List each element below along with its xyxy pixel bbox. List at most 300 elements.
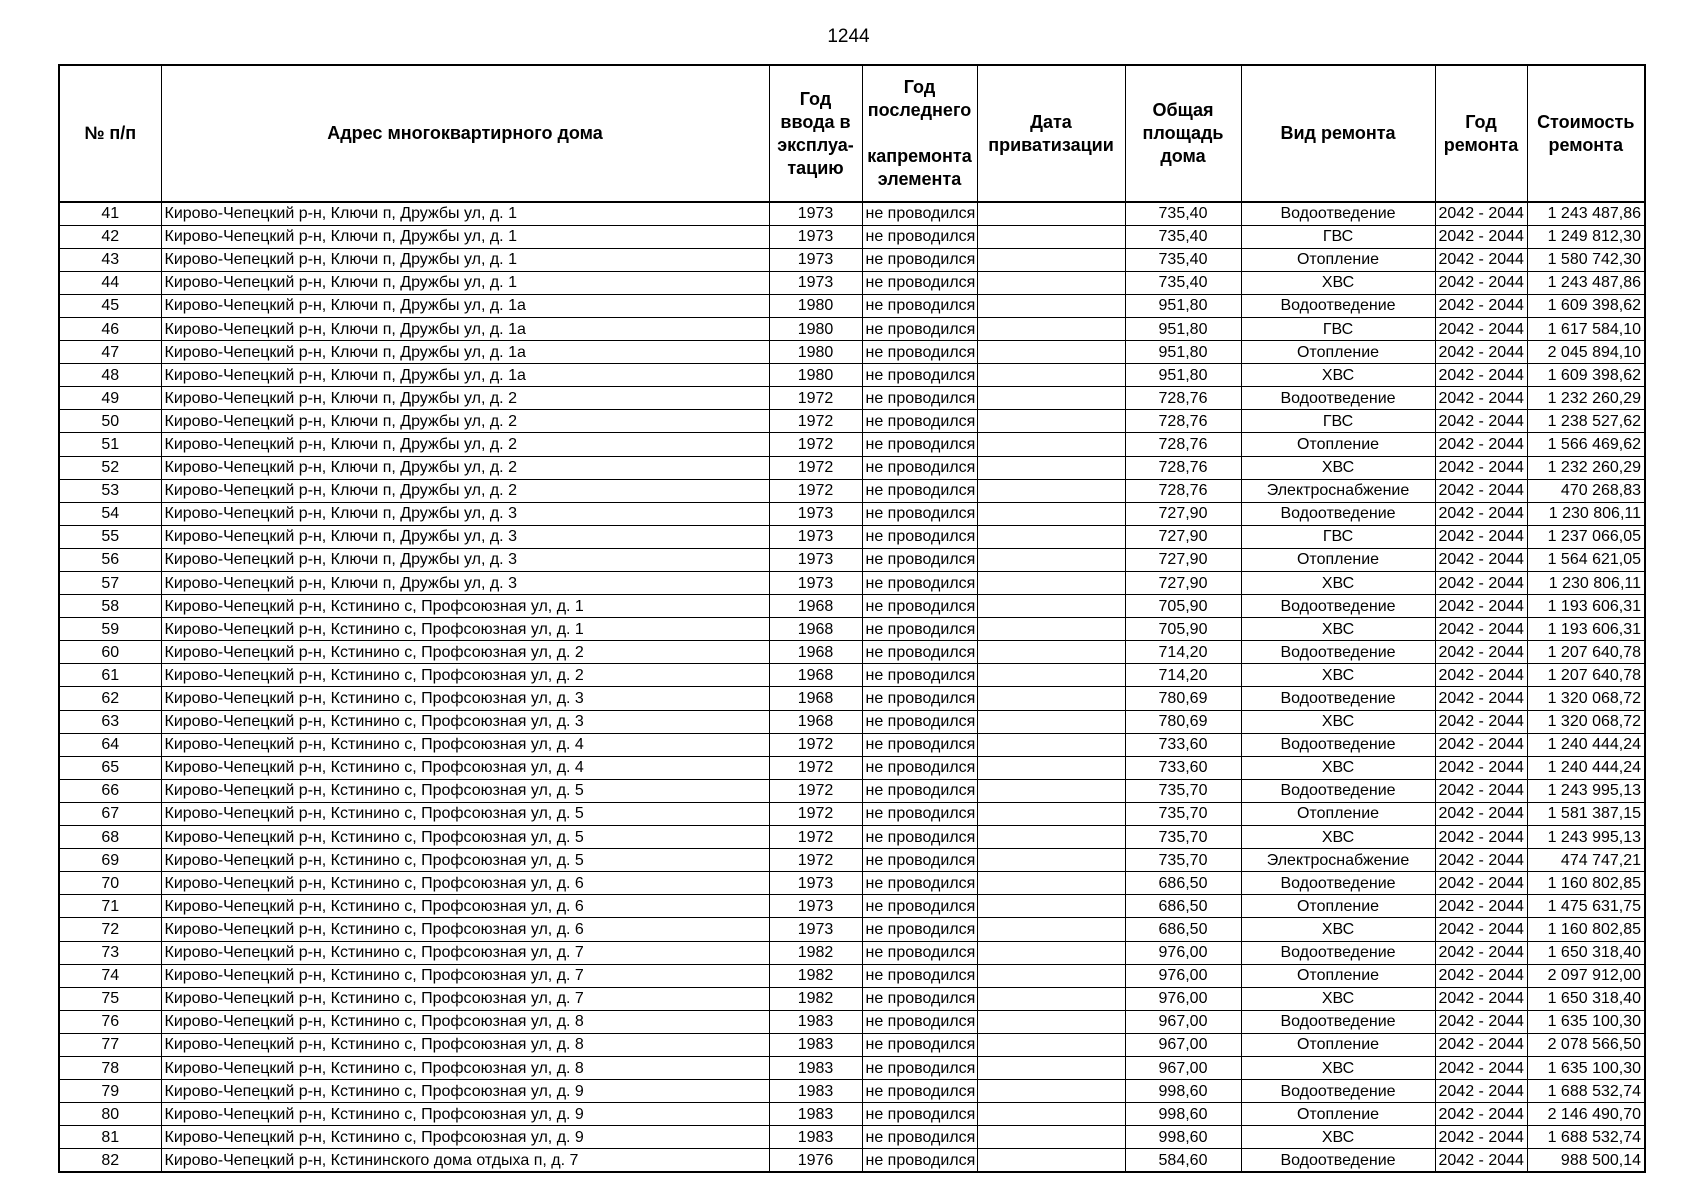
- row-privatization: [977, 433, 1125, 456]
- row-address: Кирово-Чепецкий р-н, Ключи п, Дружбы ул, д. 3: [161, 525, 769, 548]
- row-address: Кирово-Чепецкий р-н, Кстинино с, Профсоюзная ул, д. 5: [161, 779, 769, 802]
- row-number: 49: [59, 387, 161, 410]
- row-cost: 474 747,21: [1527, 849, 1645, 872]
- row-privatization: [977, 456, 1125, 479]
- row-number: 69: [59, 849, 161, 872]
- row-area: 727,90: [1125, 525, 1241, 548]
- row-year-built: 1980: [769, 364, 862, 387]
- row-cost: 1 240 444,24: [1527, 756, 1645, 779]
- row-year-built: 1983: [769, 1103, 862, 1126]
- row-cost: 1 650 318,40: [1527, 941, 1645, 964]
- row-repair-period: 2042 - 2044: [1435, 872, 1527, 895]
- row-cost: 1 243 487,86: [1527, 271, 1645, 294]
- row-repair-period: 2042 - 2044: [1435, 294, 1527, 317]
- row-address: Кирово-Чепецкий р-н, Кстинино с, Профсоюзная ул, д. 4: [161, 756, 769, 779]
- header-address: Адрес многоквартирного дома: [161, 65, 769, 202]
- row-area: 728,76: [1125, 433, 1241, 456]
- table-row: [59, 756, 1645, 779]
- row-address: Кирово-Чепецкий р-н, Ключи п, Дружбы ул, д. 1а: [161, 317, 769, 340]
- row-area: 735,40: [1125, 271, 1241, 294]
- row-last-repair: не проводился: [862, 710, 977, 733]
- table-row: [59, 918, 1645, 941]
- row-address: Кирово-Чепецкий р-н, Кстининского дома отдыха п, д. 7: [161, 1149, 769, 1172]
- row-cost: 988 500,14: [1527, 1149, 1645, 1172]
- repair-schedule-table: [58, 64, 1646, 1173]
- row-area: 584,60: [1125, 1149, 1241, 1172]
- row-year-built: 1968: [769, 618, 862, 641]
- row-address: Кирово-Чепецкий р-н, Кстинино с, Профсоюзная ул, д. 2: [161, 641, 769, 664]
- row-address: Кирово-Чепецкий р-н, Ключи п, Дружбы ул, д. 1: [161, 271, 769, 294]
- row-number: 77: [59, 1033, 161, 1056]
- row-address: Кирово-Чепецкий р-н, Ключи п, Дружбы ул, д. 2: [161, 479, 769, 502]
- row-privatization: [977, 572, 1125, 595]
- table-row: [59, 964, 1645, 987]
- row-cost: 2 078 566,50: [1527, 1033, 1645, 1056]
- row-privatization: [977, 779, 1125, 802]
- row-cost: 2 045 894,10: [1527, 341, 1645, 364]
- row-last-repair: не проводился: [862, 294, 977, 317]
- row-year-built: 1980: [769, 317, 862, 340]
- row-address: Кирово-Чепецкий р-н, Ключи п, Дружбы ул, д. 1: [161, 202, 769, 225]
- row-privatization: [977, 641, 1125, 664]
- row-number: 55: [59, 525, 161, 548]
- row-repair-type: ХВС: [1241, 918, 1435, 941]
- row-repair-period: 2042 - 2044: [1435, 364, 1527, 387]
- row-last-repair: не проводился: [862, 687, 977, 710]
- row-number: 81: [59, 1126, 161, 1149]
- row-privatization: [977, 918, 1125, 941]
- row-repair-type: ХВС: [1241, 271, 1435, 294]
- header-last-repair-bottom: капремонта элемента: [867, 146, 972, 189]
- table-row: [59, 341, 1645, 364]
- row-last-repair: не проводился: [862, 410, 977, 433]
- row-area: 976,00: [1125, 941, 1241, 964]
- table-header-row: [59, 65, 1645, 202]
- table-row: [59, 1010, 1645, 1033]
- row-year-built: 1972: [769, 479, 862, 502]
- row-address: Кирово-Чепецкий р-н, Кстинино с, Профсоюзная ул, д. 6: [161, 872, 769, 895]
- row-privatization: [977, 525, 1125, 548]
- row-number: 66: [59, 779, 161, 802]
- row-number: 76: [59, 1010, 161, 1033]
- row-privatization: [977, 479, 1125, 502]
- row-cost: 1 688 532,74: [1527, 1080, 1645, 1103]
- row-number: 78: [59, 1056, 161, 1079]
- row-address: Кирово-Чепецкий р-н, Кстинино с, Профсоюзная ул, д. 6: [161, 895, 769, 918]
- row-year-built: 1972: [769, 756, 862, 779]
- row-repair-type: Водоотведение: [1241, 387, 1435, 410]
- row-repair-period: 2042 - 2044: [1435, 710, 1527, 733]
- row-repair-type: Отопление: [1241, 895, 1435, 918]
- row-number: 67: [59, 802, 161, 825]
- row-repair-type: Водоотведение: [1241, 1010, 1435, 1033]
- row-address: Кирово-Чепецкий р-н, Ключи п, Дружбы ул, д. 1а: [161, 341, 769, 364]
- row-year-built: 1973: [769, 225, 862, 248]
- row-cost: 1 237 066,05: [1527, 525, 1645, 548]
- row-area: 951,80: [1125, 364, 1241, 387]
- row-cost: 2 146 490,70: [1527, 1103, 1645, 1126]
- row-address: Кирово-Чепецкий р-н, Кстинино с, Профсоюзная ул, д. 5: [161, 802, 769, 825]
- row-area: 735,70: [1125, 779, 1241, 802]
- row-repair-type: Отопление: [1241, 1033, 1435, 1056]
- row-last-repair: не проводился: [862, 1033, 977, 1056]
- row-last-repair: не проводился: [862, 1010, 977, 1033]
- page-number: 1244: [827, 26, 870, 47]
- row-number: 58: [59, 595, 161, 618]
- row-year-built: 1968: [769, 710, 862, 733]
- row-number: 44: [59, 271, 161, 294]
- row-repair-period: 2042 - 2044: [1435, 849, 1527, 872]
- table-row: [59, 641, 1645, 664]
- row-area: 727,90: [1125, 502, 1241, 525]
- row-repair-period: 2042 - 2044: [1435, 733, 1527, 756]
- table-row: [59, 1080, 1645, 1103]
- table-row: [59, 895, 1645, 918]
- row-year-built: 1980: [769, 294, 862, 317]
- row-year-built: 1982: [769, 964, 862, 987]
- row-address: Кирово-Чепецкий р-н, Кстинино с, Профсоюзная ул, д. 9: [161, 1126, 769, 1149]
- row-repair-type: Отопление: [1241, 964, 1435, 987]
- row-repair-period: 2042 - 2044: [1435, 387, 1527, 410]
- row-year-built: 1973: [769, 918, 862, 941]
- row-repair-period: 2042 - 2044: [1435, 779, 1527, 802]
- row-repair-period: 2042 - 2044: [1435, 1103, 1527, 1126]
- row-area: 686,50: [1125, 918, 1241, 941]
- row-cost: 1 160 802,85: [1527, 918, 1645, 941]
- table-row: [59, 941, 1645, 964]
- row-area: 951,80: [1125, 294, 1241, 317]
- row-repair-period: 2042 - 2044: [1435, 1010, 1527, 1033]
- row-area: 976,00: [1125, 987, 1241, 1010]
- row-repair-type: ХВС: [1241, 456, 1435, 479]
- row-repair-period: 2042 - 2044: [1435, 595, 1527, 618]
- row-cost: 1 193 606,31: [1527, 618, 1645, 641]
- row-repair-type: ГВС: [1241, 317, 1435, 340]
- row-last-repair: не проводился: [862, 271, 977, 294]
- row-cost: 1 581 387,15: [1527, 802, 1645, 825]
- table-row: [59, 710, 1645, 733]
- row-repair-type: Водоотведение: [1241, 733, 1435, 756]
- row-number: 42: [59, 225, 161, 248]
- row-privatization: [977, 710, 1125, 733]
- row-cost: 470 268,83: [1527, 479, 1645, 502]
- row-area: 976,00: [1125, 964, 1241, 987]
- row-repair-period: 2042 - 2044: [1435, 248, 1527, 271]
- row-privatization: [977, 802, 1125, 825]
- row-repair-period: 2042 - 2044: [1435, 572, 1527, 595]
- row-cost: 1 688 532,74: [1527, 1126, 1645, 1149]
- row-last-repair: не проводился: [862, 387, 977, 410]
- row-address: Кирово-Чепецкий р-н, Ключи п, Дружбы ул, д. 2: [161, 410, 769, 433]
- row-cost: 1 232 260,29: [1527, 387, 1645, 410]
- row-number: 52: [59, 456, 161, 479]
- row-repair-type: Отопление: [1241, 248, 1435, 271]
- row-last-repair: не проводился: [862, 502, 977, 525]
- row-number: 56: [59, 548, 161, 571]
- row-area: 733,60: [1125, 733, 1241, 756]
- row-last-repair: не проводился: [862, 802, 977, 825]
- row-last-repair: не проводился: [862, 225, 977, 248]
- row-area: 727,90: [1125, 548, 1241, 571]
- row-number: 79: [59, 1080, 161, 1103]
- row-last-repair: не проводился: [862, 641, 977, 664]
- row-cost: 1 243 487,86: [1527, 202, 1645, 225]
- row-cost: 1 193 606,31: [1527, 595, 1645, 618]
- row-cost: 1 320 068,72: [1527, 687, 1645, 710]
- row-number: 68: [59, 826, 161, 849]
- row-last-repair: не проводился: [862, 341, 977, 364]
- row-repair-period: 2042 - 2044: [1435, 941, 1527, 964]
- row-address: Кирово-Чепецкий р-н, Кстинино с, Профсоюзная ул, д. 9: [161, 1080, 769, 1103]
- table-row: [59, 202, 1645, 225]
- row-repair-period: 2042 - 2044: [1435, 1033, 1527, 1056]
- table-row: [59, 1033, 1645, 1056]
- header-last-repair-top: Год последнего: [867, 77, 972, 120]
- row-last-repair: не проводился: [862, 733, 977, 756]
- row-repair-type: Электроснабжение: [1241, 479, 1435, 502]
- table-row: [59, 456, 1645, 479]
- row-repair-type: Отопление: [1241, 548, 1435, 571]
- row-year-built: 1973: [769, 872, 862, 895]
- row-repair-type: ГВС: [1241, 525, 1435, 548]
- row-repair-type: Электроснабжение: [1241, 849, 1435, 872]
- row-privatization: [977, 826, 1125, 849]
- table-row: [59, 271, 1645, 294]
- row-last-repair: не проводился: [862, 756, 977, 779]
- row-privatization: [977, 502, 1125, 525]
- row-cost: 1 635 100,30: [1527, 1010, 1645, 1033]
- row-number: 53: [59, 479, 161, 502]
- row-repair-type: Водоотведение: [1241, 294, 1435, 317]
- row-number: 43: [59, 248, 161, 271]
- row-cost: 1 609 398,62: [1527, 294, 1645, 317]
- row-year-built: 1972: [769, 456, 862, 479]
- row-year-built: 1972: [769, 779, 862, 802]
- row-last-repair: не проводился: [862, 525, 977, 548]
- row-number: 54: [59, 502, 161, 525]
- row-area: 728,76: [1125, 387, 1241, 410]
- row-number: 73: [59, 941, 161, 964]
- row-address: Кирово-Чепецкий р-н, Ключи п, Дружбы ул, д. 2: [161, 433, 769, 456]
- row-repair-type: Водоотведение: [1241, 202, 1435, 225]
- row-cost: 1 635 100,30: [1527, 1056, 1645, 1079]
- row-repair-type: ХВС: [1241, 572, 1435, 595]
- row-privatization: [977, 294, 1125, 317]
- row-cost: 1 320 068,72: [1527, 710, 1645, 733]
- row-repair-type: Водоотведение: [1241, 687, 1435, 710]
- row-repair-type: Отопление: [1241, 1103, 1435, 1126]
- row-number: 70: [59, 872, 161, 895]
- row-privatization: [977, 1056, 1125, 1079]
- table-row: [59, 225, 1645, 248]
- row-number: 71: [59, 895, 161, 918]
- row-privatization: [977, 1033, 1125, 1056]
- row-address: Кирово-Чепецкий р-н, Кстинино с, Профсоюзная ул, д. 5: [161, 849, 769, 872]
- row-cost: 1 207 640,78: [1527, 641, 1645, 664]
- row-number: 46: [59, 317, 161, 340]
- row-last-repair: не проводился: [862, 618, 977, 641]
- row-privatization: [977, 618, 1125, 641]
- row-privatization: [977, 225, 1125, 248]
- row-repair-period: 2042 - 2044: [1435, 1126, 1527, 1149]
- table-row: [59, 248, 1645, 271]
- row-year-built: 1972: [769, 387, 862, 410]
- row-area: 951,80: [1125, 317, 1241, 340]
- row-repair-period: 2042 - 2044: [1435, 433, 1527, 456]
- row-year-built: 1983: [769, 1010, 862, 1033]
- row-area: 951,80: [1125, 341, 1241, 364]
- table-row: [59, 826, 1645, 849]
- row-year-built: 1973: [769, 502, 862, 525]
- row-address: Кирово-Чепецкий р-н, Ключи п, Дружбы ул, д. 1: [161, 225, 769, 248]
- row-repair-type: Водоотведение: [1241, 641, 1435, 664]
- row-year-built: 1972: [769, 849, 862, 872]
- row-repair-period: 2042 - 2044: [1435, 410, 1527, 433]
- row-address: Кирово-Чепецкий р-н, Ключи п, Дружбы ул, д. 3: [161, 572, 769, 595]
- row-area: 733,60: [1125, 756, 1241, 779]
- row-number: 64: [59, 733, 161, 756]
- row-address: Кирово-Чепецкий р-н, Ключи п, Дружбы ул, д. 1: [161, 248, 769, 271]
- row-year-built: 1983: [769, 1033, 862, 1056]
- header-repair-year: Год ремонта: [1435, 65, 1527, 202]
- row-year-built: 1973: [769, 202, 862, 225]
- row-year-built: 1976: [769, 1149, 862, 1172]
- row-cost: 1 243 995,13: [1527, 779, 1645, 802]
- row-cost: 1 207 640,78: [1527, 664, 1645, 687]
- table-row: [59, 1056, 1645, 1079]
- row-number: 75: [59, 987, 161, 1010]
- row-privatization: [977, 271, 1125, 294]
- row-number: 60: [59, 641, 161, 664]
- row-repair-period: 2042 - 2044: [1435, 756, 1527, 779]
- row-repair-period: 2042 - 2044: [1435, 202, 1527, 225]
- row-privatization: [977, 756, 1125, 779]
- row-area: 728,76: [1125, 479, 1241, 502]
- table-row: [59, 987, 1645, 1010]
- table-row: [59, 317, 1645, 340]
- row-address: Кирово-Чепецкий р-н, Кстинино с, Профсоюзная ул, д. 3: [161, 710, 769, 733]
- row-last-repair: не проводился: [862, 364, 977, 387]
- row-address: Кирово-Чепецкий р-н, Ключи п, Дружбы ул, д. 3: [161, 502, 769, 525]
- row-number: 74: [59, 964, 161, 987]
- header-area: Общая площадь дома: [1125, 65, 1241, 202]
- row-privatization: [977, 364, 1125, 387]
- table-row: [59, 1103, 1645, 1126]
- row-number: 72: [59, 918, 161, 941]
- row-address: Кирово-Чепецкий р-н, Кстинино с, Профсоюзная ул, д. 3: [161, 687, 769, 710]
- row-privatization: [977, 595, 1125, 618]
- row-privatization: [977, 1010, 1125, 1033]
- row-cost: 1 243 995,13: [1527, 826, 1645, 849]
- row-last-repair: не проводился: [862, 248, 977, 271]
- row-area: 714,20: [1125, 664, 1241, 687]
- row-year-built: 1968: [769, 664, 862, 687]
- row-repair-period: 2042 - 2044: [1435, 1080, 1527, 1103]
- row-area: 705,90: [1125, 618, 1241, 641]
- row-last-repair: не проводился: [862, 918, 977, 941]
- row-year-built: 1973: [769, 895, 862, 918]
- row-address: Кирово-Чепецкий р-н, Кстинино с, Профсоюзная ул, д. 8: [161, 1010, 769, 1033]
- table-row: [59, 618, 1645, 641]
- row-year-built: 1972: [769, 733, 862, 756]
- row-repair-period: 2042 - 2044: [1435, 479, 1527, 502]
- row-privatization: [977, 895, 1125, 918]
- row-area: 967,00: [1125, 1033, 1241, 1056]
- row-area: 727,90: [1125, 572, 1241, 595]
- row-privatization: [977, 664, 1125, 687]
- table-row: [59, 779, 1645, 802]
- row-repair-period: 2042 - 2044: [1435, 964, 1527, 987]
- row-repair-period: 2042 - 2044: [1435, 525, 1527, 548]
- row-last-repair: не проводился: [862, 572, 977, 595]
- row-cost: 1 232 260,29: [1527, 456, 1645, 479]
- table-row: [59, 502, 1645, 525]
- row-repair-type: ХВС: [1241, 710, 1435, 733]
- row-area: 728,76: [1125, 410, 1241, 433]
- row-repair-period: 2042 - 2044: [1435, 1149, 1527, 1172]
- row-address: Кирово-Чепецкий р-н, Ключи п, Дружбы ул, д. 2: [161, 387, 769, 410]
- table-row: [59, 802, 1645, 825]
- table-row: [59, 433, 1645, 456]
- row-privatization: [977, 733, 1125, 756]
- row-repair-period: 2042 - 2044: [1435, 548, 1527, 571]
- row-repair-period: 2042 - 2044: [1435, 1056, 1527, 1079]
- row-last-repair: не проводился: [862, 964, 977, 987]
- row-last-repair: не проводился: [862, 987, 977, 1010]
- header-last-repair: [862, 65, 977, 202]
- table-row: [59, 548, 1645, 571]
- table-row: [59, 1126, 1645, 1149]
- row-repair-period: 2042 - 2044: [1435, 687, 1527, 710]
- row-last-repair: не проводился: [862, 1080, 977, 1103]
- row-number: 62: [59, 687, 161, 710]
- row-repair-type: ХВС: [1241, 664, 1435, 687]
- row-address: Кирово-Чепецкий р-н, Кстинино с, Профсоюзная ул, д. 7: [161, 941, 769, 964]
- row-cost: 1 564 621,05: [1527, 548, 1645, 571]
- row-year-built: 1973: [769, 248, 862, 271]
- row-address: Кирово-Чепецкий р-н, Кстинино с, Профсоюзная ул, д. 1: [161, 595, 769, 618]
- row-last-repair: не проводился: [862, 1149, 977, 1172]
- row-repair-type: ХВС: [1241, 618, 1435, 641]
- row-year-built: 1983: [769, 1080, 862, 1103]
- row-year-built: 1968: [769, 687, 862, 710]
- row-address: Кирово-Чепецкий р-н, Кстинино с, Профсоюзная ул, д. 5: [161, 826, 769, 849]
- row-privatization: [977, 387, 1125, 410]
- row-repair-type: Водоотведение: [1241, 872, 1435, 895]
- row-number: 51: [59, 433, 161, 456]
- row-repair-type: ХВС: [1241, 987, 1435, 1010]
- row-number: 45: [59, 294, 161, 317]
- row-address: Кирово-Чепецкий р-н, Кстинино с, Профсоюзная ул, д. 9: [161, 1103, 769, 1126]
- table-row: [59, 364, 1645, 387]
- row-repair-period: 2042 - 2044: [1435, 895, 1527, 918]
- row-area: 780,69: [1125, 710, 1241, 733]
- row-cost: 1 475 631,75: [1527, 895, 1645, 918]
- row-last-repair: не проводился: [862, 548, 977, 571]
- row-repair-type: ГВС: [1241, 410, 1435, 433]
- row-address: Кирово-Чепецкий р-н, Ключи п, Дружбы ул, д. 1а: [161, 294, 769, 317]
- row-repair-period: 2042 - 2044: [1435, 618, 1527, 641]
- row-number: 59: [59, 618, 161, 641]
- row-last-repair: не проводился: [862, 479, 977, 502]
- row-area: 967,00: [1125, 1010, 1241, 1033]
- table-row: [59, 479, 1645, 502]
- row-privatization: [977, 548, 1125, 571]
- row-year-built: 1973: [769, 548, 862, 571]
- table-row: [59, 595, 1645, 618]
- row-area: 735,40: [1125, 248, 1241, 271]
- row-number: 80: [59, 1103, 161, 1126]
